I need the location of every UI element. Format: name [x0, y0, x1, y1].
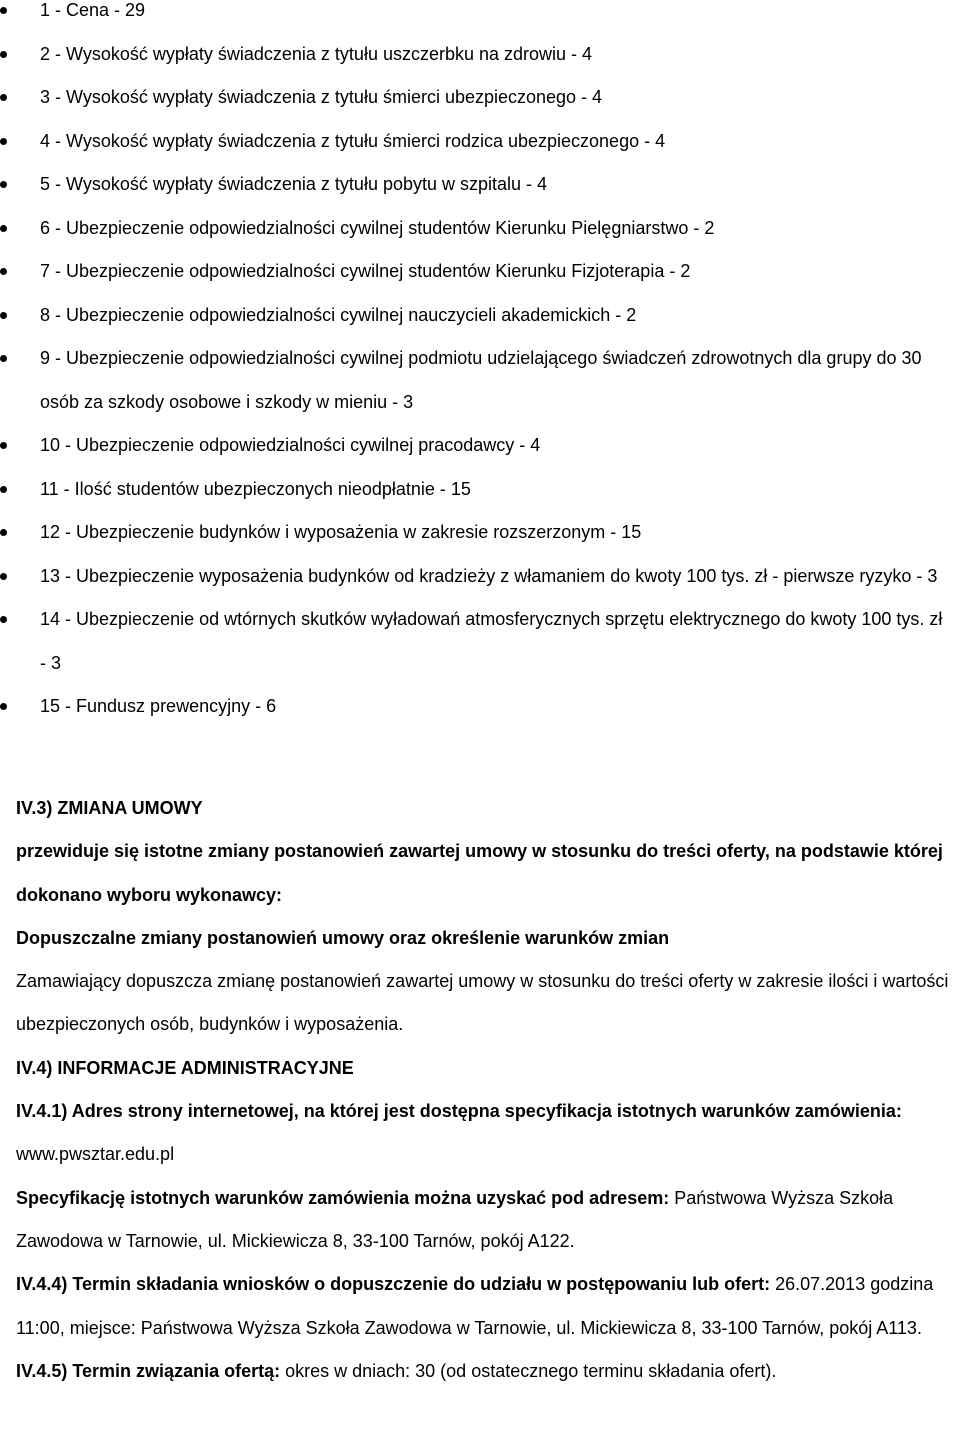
deadline-value: 26.07.2013 godzina 11:00, miejsce: Państwowa Wyższa Szkoła Zawodowa w Tarnowie, ul. Mickiewicza 8, 33-100 Tarnów, pokój A113.: [16, 1274, 934, 1338]
binding-value: okres w dniach: 30 (od ostatecznego terminu składania ofert).: [280, 1360, 777, 1381]
section-heading-iv3: IV.3) ZMIANA UMOWY: [16, 798, 203, 818]
spec-label: Specyfikację istotnych warunków zamówienia można uzyskać pod adresem:: [16, 1187, 670, 1208]
criteria-text: 7 - Ubezpieczenie odpowiedzialności cywilnej studentów Kierunku Fizjoterapia - 2: [40, 261, 691, 281]
spec-address: Państwowa Wyższa Szkoła Zawodowa w Tarnowie, ul. Mickiewicza 8, 33-100 Tarnów, pokój A122.: [16, 1187, 894, 1251]
criteria-text: 9 - Ubezpieczenie odpowiedzialności cywilnej podmiotu udzielającego świadczeń zdrowotnych dla grupy do 30 osób za szkody osobowe i szkody w mieniu - 3: [40, 348, 922, 412]
website-paragraph: [16, 1090, 952, 1177]
criteria-text: 2 - Wysokość wypłaty świadczenia z tytułu uszczerbku na zdrowiu - 4: [40, 43, 593, 64]
admin-sections: [16, 787, 952, 1393]
criteria-item: [0, 0, 952, 33]
criteria-item: [0, 163, 952, 207]
bullet-icon: [0, 529, 7, 536]
criteria-text: 13 - Ubezpieczenie wyposażenia budynków od kradzieży z włamaniem do kwoty 100 tys. zł - pierwsze ryzyko - 3: [40, 565, 938, 586]
criteria-text: 1 - Cena - 29: [40, 0, 146, 20]
criteria-text: 5 - Wysokość wypłaty świadczenia z tytułu pobytu w szpitalu - 4: [40, 174, 548, 194]
criteria-text: 10 - Ubezpieczenie odpowiedzialności cywilnej pracodawcy - 4: [40, 435, 541, 455]
bullet-icon: [0, 355, 7, 362]
bullet-icon: [0, 442, 7, 449]
criteria-item: [0, 598, 952, 685]
bullet-icon: [0, 181, 7, 188]
criteria-item: [0, 294, 952, 338]
binding-label: IV.4.5) Termin związania ofertą:: [16, 1360, 281, 1381]
bullet-icon: [0, 616, 7, 623]
criteria-item: [0, 120, 952, 164]
bullet-icon: [0, 486, 7, 493]
criteria-item: [0, 337, 952, 424]
deadline-paragraph: [16, 1263, 952, 1350]
allowed-changes-text: Zamawiający dopuszcza zmianę postanowień zawartej umowy w stosunku do treści oferty w zakresie ilości i wartości ubezpieczonych osób, budynków i wyposażenia.: [16, 971, 949, 1035]
spec-paragraph: [16, 1177, 952, 1264]
contract-change-question: przewiduje się istotne zmiany postanowień zawartej umowy w stosunku do treści oferty, na podstawie której dokonano wyboru wykonawcy:: [16, 841, 943, 905]
criteria-text: 8 - Ubezpieczenie odpowiedzialności cywilnej nauczycieli akademickich - 2: [40, 304, 637, 325]
criteria-item: [0, 685, 952, 729]
criteria-item: [0, 33, 952, 77]
website-link[interactable]: www.pwsztar.edu.pl: [16, 1144, 175, 1165]
criteria-text: 4 - Wysokość wypłaty świadczenia z tytułu śmierci rodzica ubezpieczonego - 4: [40, 130, 666, 151]
criteria-text: 6 - Ubezpieczenie odpowiedzialności cywilnej studentów Kierunku Pielęgniarstwo - 2: [40, 217, 715, 238]
bullet-icon: [0, 7, 7, 14]
bullet-icon: [0, 312, 7, 319]
bullet-icon: [0, 573, 7, 580]
section-heading-iv4: IV.4) INFORMACJE ADMINISTRACYJNE: [16, 1057, 354, 1078]
criteria-text: 12 - Ubezpieczenie budynków i wyposażenia w zakresie rozszerzonym - 15: [40, 522, 642, 542]
criteria-item: [0, 511, 952, 555]
bullet-icon: [0, 94, 7, 101]
bullet-icon: [0, 51, 7, 58]
bullet-icon: [0, 268, 7, 275]
bullet-icon: [0, 138, 7, 145]
deadline-label: IV.4.4) Termin składania wniosków o dopuszczenie do udziału w postępowaniu lub ofert:: [16, 1274, 771, 1295]
criteria-item: [0, 424, 952, 468]
bullet-icon: [0, 703, 7, 710]
binding-paragraph: [16, 1350, 952, 1393]
criteria-item: [0, 76, 952, 120]
criteria-text: 3 - Wysokość wypłaty świadczenia z tytułu śmierci ubezpieczonego - 4: [40, 87, 603, 107]
bullet-icon: [0, 225, 7, 232]
criteria-item: [0, 207, 952, 251]
criteria-text: 15 - Fundusz prewencyjny - 6: [40, 696, 277, 716]
criteria-text: 11 - Ilość studentów ubezpieczonych nieodpłatnie - 15: [40, 478, 471, 499]
criteria-text: 14 - Ubezpieczenie od wtórnych skutków wyładowań atmosferycznych sprzętu elektrycznego do kwoty 100 tys. zł - 3: [40, 609, 943, 673]
allowed-changes-heading: Dopuszczalne zmiany postanowień umowy oraz określenie warunków zmian: [16, 927, 670, 948]
criteria-item: [0, 250, 952, 294]
criteria-item: [0, 555, 952, 599]
criteria-item: [0, 468, 952, 512]
website-label: IV.4.1) Adres strony internetowej, na której jest dostępna specyfikacja istotnych warunków zamówienia:: [16, 1101, 902, 1122]
